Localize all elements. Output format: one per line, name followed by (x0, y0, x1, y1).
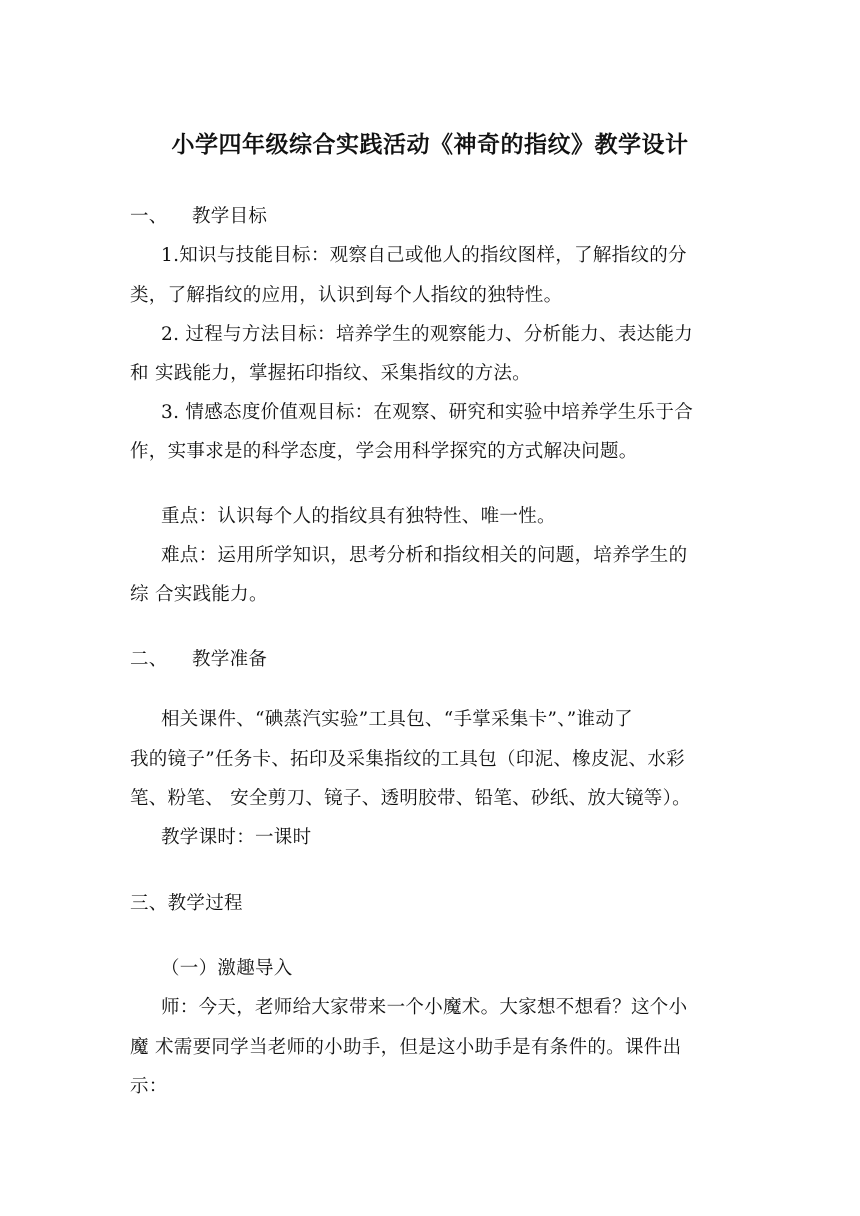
goal-1-line-1: 1.知识与技能目标：观察自己或他人的指纹图样，了解指纹的分 (161, 245, 687, 266)
goal-2-line-1: 2. 过程与方法目标：培养学生的观察能力、分析能力、表达能力 (161, 324, 694, 345)
prep-line-1: 相关课件、“碘蒸汽实验”工具包、“手掌采集卡”、”谁动了 (161, 709, 633, 730)
document-title: 小学四年级综合实践活动《神奇的指纹》教学设计 (171, 132, 689, 158)
teacher-line-2: 魔 术需要同学当老师的小助手，但是这小助手是有条件的。课件出 (130, 1037, 682, 1058)
subsection-1-heading: （一）激趣导入 (161, 958, 293, 979)
section-2-heading: 教学准备 (192, 649, 268, 670)
difficulty-line-2: 综 合实践能力。 (130, 584, 268, 605)
prep-line-2: 我的镜子”任务卡、拓印及采集指纹的工具包（印泥、橡皮泥、水彩 (130, 749, 685, 770)
goal-3-line-1: 3. 情感态度价值观目标：在观察、研究和实验中培养学生乐于合 (161, 402, 694, 423)
goal-1-line-2: 类，了解指纹的应用，认识到每个人指纹的独特性。 (130, 285, 563, 306)
section-1-number: 一、 (130, 206, 168, 227)
teacher-line-3: 示： (130, 1076, 168, 1097)
section-2-number: 二、 (130, 649, 168, 670)
section-3-heading: 三、教学过程 (130, 893, 243, 914)
difficulty-line-1: 难点：运用所学知识，思考分析和指纹相关的问题，培养学生的 (161, 545, 688, 566)
goal-2-line-2: 和 实践能力，掌握拓印指纹、采集指纹的方法。 (130, 363, 531, 384)
goal-3-line-2: 作，实事求是的科学态度，学会用科学探究的方式解决问题。 (130, 441, 638, 462)
teaching-hours: 教学课时：一课时 (161, 827, 312, 848)
key-point: 重点：认识每个人的指纹具有独特性、唯一性。 (161, 506, 556, 527)
prep-line-3: 笔、粉笔、 安全剪刀、镜子、透明胶带、铅笔、砂纸、放大镜等）。 (130, 788, 691, 809)
section-1-heading: 教学目标 (192, 206, 268, 227)
teacher-line-1: 师：今天，老师给大家带来一个小魔术。大家想不想看？这个小 (161, 997, 688, 1018)
